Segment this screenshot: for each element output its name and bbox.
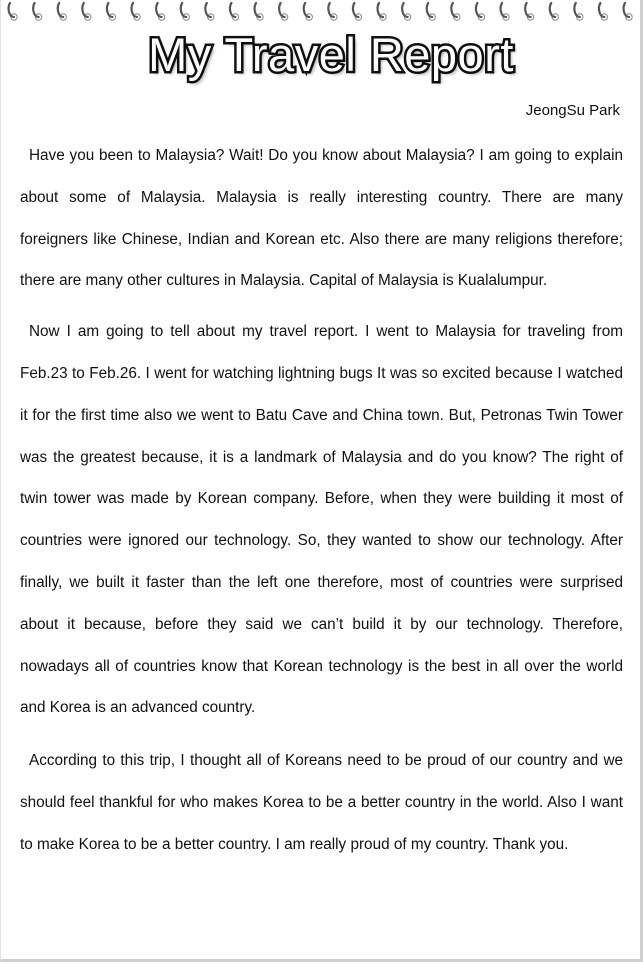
paragraph-intro: Have you been to Malaysia? Wait! Do you know about Malaysia? I am going to explain about some of Malaysia. Malaysia is really interesting country. There are many foreigners like Chinese, Indian and Korean etc. Also there are many religions therefore; there are many other cultures in Malaysia. Capital of Malaysia is Kualalumpur. bbox=[20, 147, 623, 290]
binding-ring bbox=[451, 3, 460, 20]
binding-ring bbox=[328, 3, 337, 20]
binding-ring bbox=[476, 3, 485, 20]
binding-ring bbox=[353, 3, 362, 20]
binding-ring bbox=[82, 3, 91, 20]
binding-ring bbox=[501, 3, 510, 20]
page-title: My Travel Report bbox=[148, 28, 514, 81]
spiral-binding bbox=[1, 0, 643, 26]
binding-ring bbox=[402, 3, 411, 20]
binding-ring bbox=[550, 3, 559, 20]
binding-ring bbox=[427, 3, 436, 20]
binding-ring bbox=[156, 3, 165, 20]
binding-ring bbox=[205, 3, 214, 20]
paragraph-travel: Now I am going to tell about my travel report. I went to Malaysia for traveling from Feb.23 to Feb.26. I went for watching lightning bugs It was so excited because I watched it for the first time also we went to Batu Cave and China town. But, Petronas Twin Tower was the greatest because, it is a landmark of Malaysia and do you know? The right of twin tower was made by Korean company. Before, when they were building it most of countries were ignored our technology. So, they wanted to show our technology. After finally, we built it faster than the left one therefore, most of countries were surprised about it because, before they said we can’t build it by our technology. Therefore, nowadays all of countries know that Korean technology is the best in all over the world and Korea is an advanced country. bbox=[20, 323, 623, 717]
binding-ring bbox=[181, 3, 190, 20]
binding-ring bbox=[33, 3, 42, 20]
binding-ring bbox=[304, 3, 313, 20]
binding-ring bbox=[132, 3, 141, 20]
binding-ring bbox=[230, 3, 239, 20]
binding-ring bbox=[58, 3, 67, 20]
binding-ring bbox=[107, 3, 116, 20]
author-name: JeongSu Park bbox=[525, 102, 620, 119]
binding-ring bbox=[599, 3, 608, 20]
binding-ring bbox=[255, 3, 264, 20]
binding-ring bbox=[279, 3, 288, 20]
binding-ring bbox=[574, 3, 583, 20]
report-body bbox=[20, 135, 623, 875]
binding-ring bbox=[525, 3, 534, 20]
binding-ring bbox=[624, 3, 633, 20]
binding-ring bbox=[378, 3, 387, 20]
paragraph-conclusion: According to this trip, I thought all of Koreans need to be proud of our country and we should feel thankful for who makes Korea to be a better country in the world. Also I want to make Korea to be a better country. I am really proud of my country. Thank you. bbox=[20, 752, 623, 853]
binding-ring bbox=[9, 3, 18, 20]
